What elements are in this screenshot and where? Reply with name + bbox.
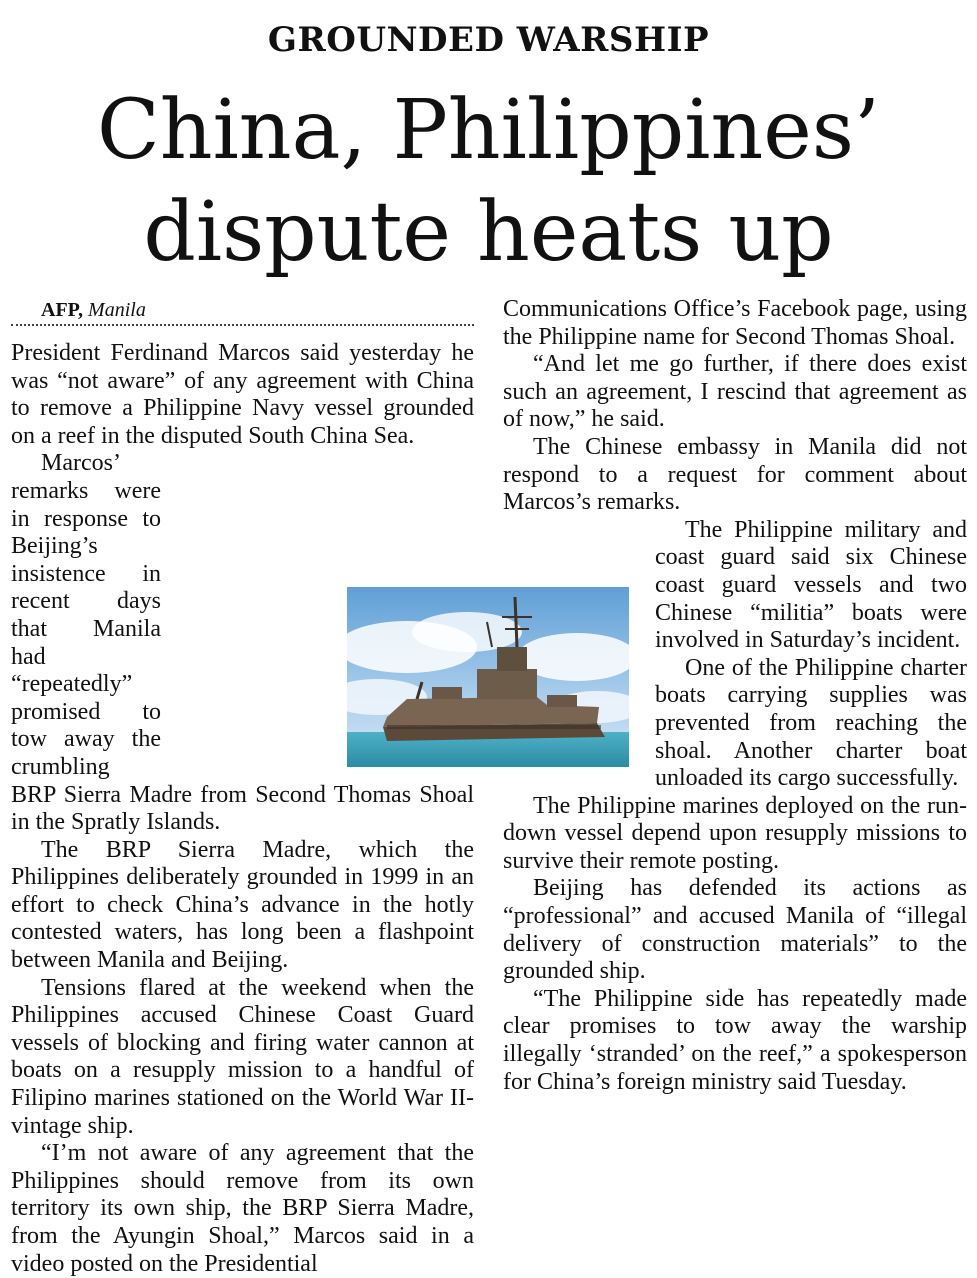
section-kicker: GROUNDED WARSHIP <box>267 20 710 60</box>
paragraph: “The Philippine side has repeatedly made clear promises to tow away the warship illegally ‘stranded’ on the reef,” a spokesperson for China’s foreign ministry said Tuesday. <box>503 985 967 1095</box>
paragraph: The Philippine marines deployed on the run-down vessel depend upon resupply missions to survive their remote posting. <box>503 792 967 874</box>
paragraph: Beijing has defended its actions as “professional” and accused Manila of “illegal delivery of construction materials” to the grounded ship. <box>503 875 967 985</box>
article-column-1 <box>11 296 474 1278</box>
paragraph: The BRP Sierra Madre, which the Philippines deliberately grounded in 1999 in an effort to check China’s advance in the hotly contested waters, has long been a flashpoint between Manila and Beijing. <box>11 836 474 974</box>
paragraph: President Ferdinand Marcos said yesterday he was “not aware” of any agreement with China to remove a Philippine Navy vessel grounded on a reef in the disputed South China Sea. <box>11 340 474 449</box>
paragraph: Communications Office’s Facebook page, using the Philippine name for Second Thomas Shoal. <box>503 296 967 350</box>
paragraph: “And let me go further, if there does exist such an agreement, I rescind that agreement as of now,” he said. <box>503 351 967 433</box>
paragraph: The Philippine military and coast guard said six Chinese coast guard vessels and two Chinese “militia” boats were involved in Saturday’s incident. <box>655 516 967 654</box>
byline <box>11 296 474 324</box>
paragraph: “I’m not aware of any agreement that the Philippines should remove from its own territory its own ship, the BRP Sierra Madre, from the Ayungin Shoal,” Marcos said in a video posted on the Presidential <box>11 1140 474 1277</box>
ship-illustration <box>347 587 629 767</box>
byline-divider <box>11 324 474 326</box>
paragraph: Marcos’ remarks were in response to Beijing’s insistence in recent days that Manila had “repeatedly” promised to tow away the crumbling BRP Sierra Madre from Second Thomas Shoal in the Spratly Islands. <box>11 450 474 836</box>
paragraph: One of the Philippine charter boats carrying supplies was prevented from reaching the shoal. Another charter boat unloaded its cargo successfully. <box>655 654 967 792</box>
byline-location: Manila <box>88 299 146 321</box>
byline-source: AFP, <box>41 299 84 321</box>
paragraph: Tensions flared at the weekend when the Philippines accused Chinese Coast Guard vessels of blocking and firing water cannon at boats on a resupply mission to a handful of Filipino marines stationed on the World War II-vintage ship. <box>11 974 474 1139</box>
article-headline: China, Philippines’ dispute heats up <box>97 83 880 280</box>
ship-photo <box>347 587 629 767</box>
paragraph: The Chinese embassy in Manila did not respond to a request for comment about Marcos’s remarks. <box>503 433 967 516</box>
